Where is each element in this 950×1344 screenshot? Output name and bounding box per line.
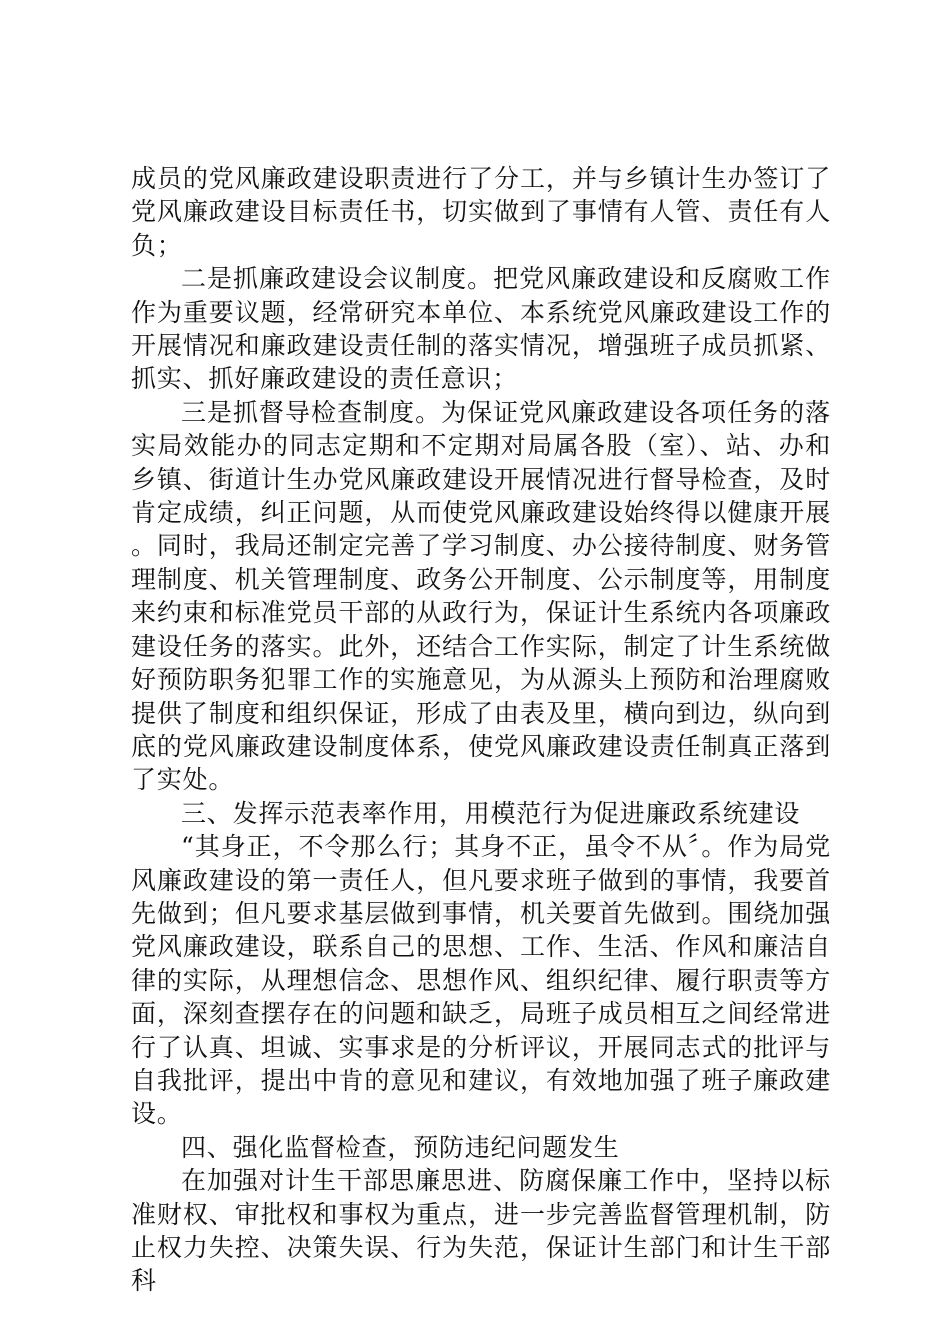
body-text: [131, 162, 831, 1298]
paragraph-continuation: 成员的党风廉政建设职责进行了分工，并与乡镇计生办签订了党风廉政建设目标责任书，切实做到了事情有人管、责任有人负；: [131, 164, 831, 260]
section-heading-4: 四、强化监督检查，预防违纪问题发生: [181, 1132, 620, 1162]
paragraph-inspection-system: 三是抓督导检查制度。为保证党风廉政建设各项任务的落实局效能办的同志定期和不定期对局属各股（室）、站、办和乡镇、街道计生办党风廉政建设开展情况进行督导检查，及时肯定成绩，纠正问题，从而使党风廉政建设始终得以健康开展。同时，我局还制定完善了学习制度、办公接待制度、财务管理制度、机关管理制度、政务公开制度、公示制度等，用制度来约束和标准党员干部的从政行为，保证计生系统内各项廉政建设任务的落实。此外，还结合工作实际，制定了计生系统做好预防职务犯罪工作的实施意见，为从源头上预防和治理腐败提供了制度和组织保证，形成了由表及里，横向到边，纵向到底的党风廉政建设制度体系，使党风廉政建设责任制真正落到了实处。: [131, 397, 831, 795]
paragraph-supervision: 在加强对计生干部思廉思进、防腐保廉工作中，坚持以标准财权、审批权和事权为重点，进一步完善监督管理机制，防止权力失控、决策失误、行为失范，保证计生部门和计生干部科: [131, 1166, 831, 1296]
section-heading-3: 三、发挥示范表率作用，用模范行为促进廉政系统建设: [181, 798, 801, 828]
paragraph-role-model: “其身正，不令那么行；其身不正，虽令不从〞。作为局党风廉政建设的第一责任人，但凡要求班子做到的事情，我要首先做到；但凡要求基层做到事情，机关要首先做到。围绕加强党风廉政建设，联系自己的思想、工作、生活、作风和廉洁自律的实际，从理想信念、思想作风、组织纪律、履行职责等方面，深刻查摆存在的问题和缺乏，局班子成员相互之间经常进行了认真、坦诚、实事求是的分析评议，开展同志式的批评与自我批评，提出中肯的意见和建议，有效地加强了班子廉政建设。: [131, 832, 831, 1129]
paragraph-meeting-system: 二是抓廉政建设会议制度。把党风廉政建设和反腐败工作作为重要议题，经常研究本单位、本系统党风廉政建设工作的开展情况和廉政建设责任制的落实情况，增强班子成员抓紧、抓实、抓好廉政建设的责任意识；: [131, 264, 831, 394]
